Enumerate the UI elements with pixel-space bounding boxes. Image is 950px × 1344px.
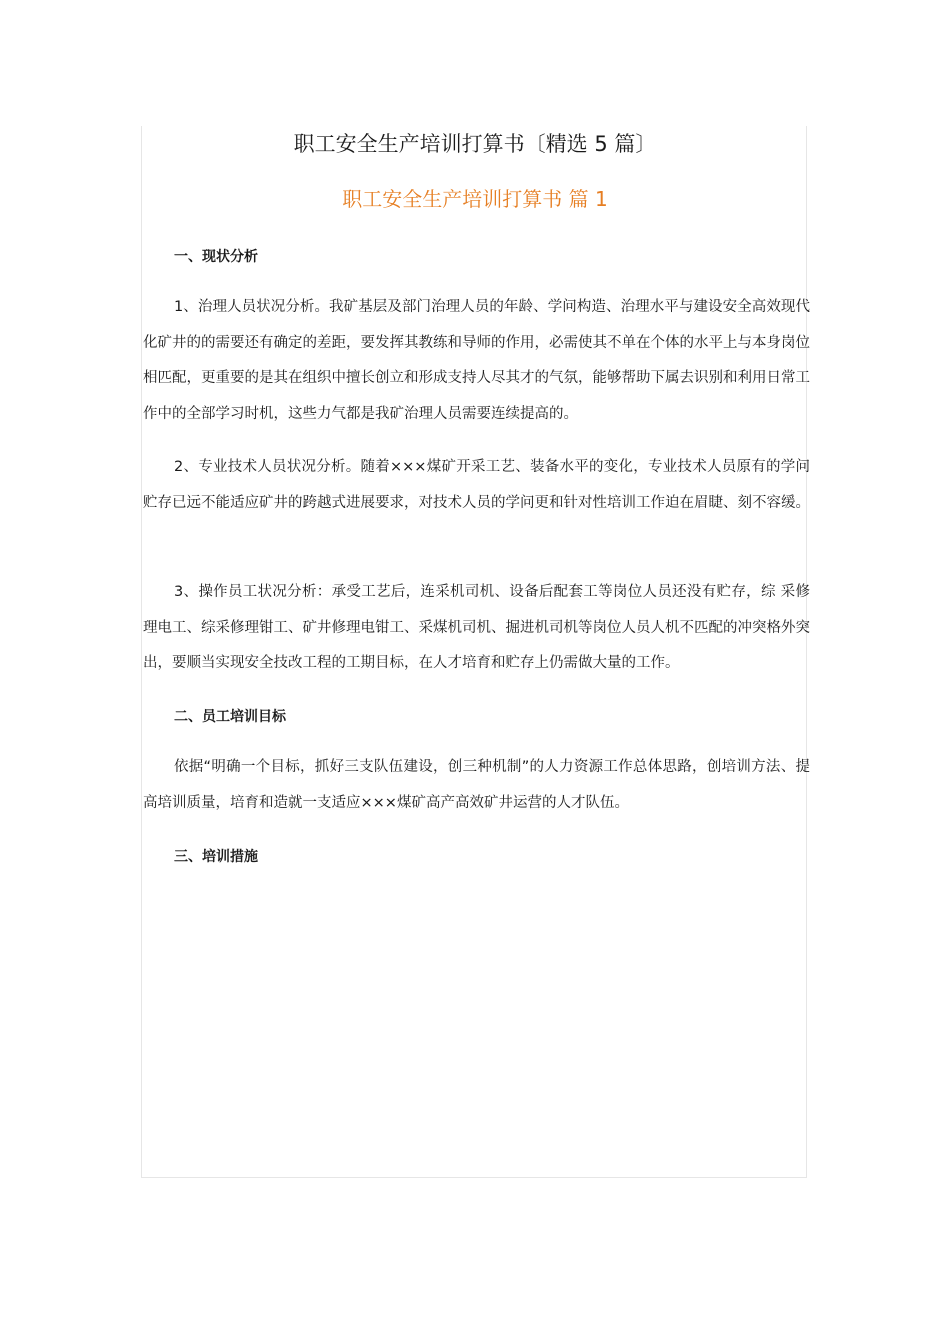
paragraph-management-staff: 1、治理人员状况分析。我矿基层及部门治理人员的年龄、学问构造、治理水平与建设安全高效现代化矿井的的需要还有确定的差距，要发挥其教练和导师的作用，必需使其不单在个体的水平上与本身岗位相匹配，更重要的是其在组织中擅长创立和形成支持人尽其才的气氛，能够帮助下属去识别和利用日常工作中的全部学习时机，这些力气都是我矿治理人员需要连续提高的。 — [143, 299, 810, 422]
section-title: 职工安全生产培训打算书 篇 1 — [342, 187, 608, 211]
document-title: 职工安全生产培训打算书〔精选 5 篇〕 — [293, 132, 657, 156]
heading-training-measures: 三、培训措施 — [174, 849, 258, 865]
heading-status-analysis: 一、现状分析 — [174, 249, 258, 265]
paragraph-goals: 依据“明确一个目标，抓好三支队伍建设，创三种机制”的人力资源工作总体思路，创培训方法、提高培训质量，培育和造就一支适应×××煤矿高产高效矿井运营的人才队伍。 — [143, 759, 810, 811]
paragraph-operators: 3、操作员工状况分析：承受工艺后，连采机司机、设备后配套工等岗位人员还没有贮存，综 采修理电工、综采修理钳工、矿井修理电钳工、采煤机司机、掘进机司机等岗位人员人机不匹配的冲突格外突出，要顺当实现安全技改工程的工期目标，在人才培育和贮存上仍需做大量的工作。 — [143, 584, 810, 671]
paragraph-technical-staff: 2、专业技术人员状况分析。随着×××煤矿开采工艺、装备水平的变化，专业技术人员原有的学问贮存已远不能适应矿井的跨越式进展要求，对技术人员的学问更和针对性培训工作迫在眉睫、刻不容缓。 — [143, 459, 810, 511]
heading-training-goals: 二、员工培训目标 — [174, 709, 286, 725]
